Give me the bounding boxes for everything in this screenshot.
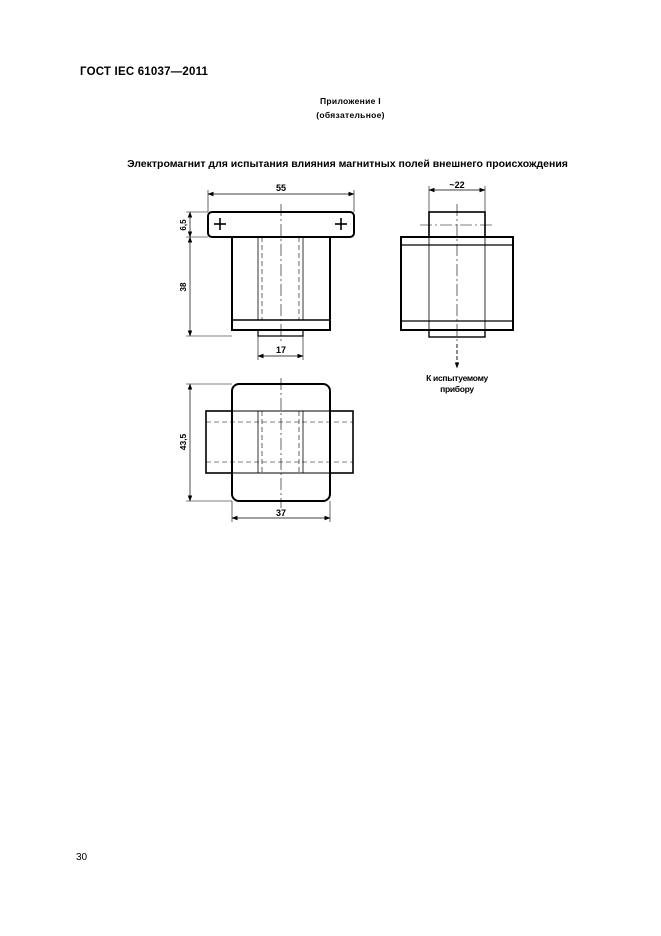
- dim-top-height: 43,5: [178, 433, 188, 451]
- plus-sign-left: [214, 218, 226, 230]
- front-view: [186, 190, 354, 360]
- dim-front-width: 55: [275, 183, 287, 193]
- dim-front-flange: 6,5: [179, 219, 188, 231]
- annex-status: (обязательное): [316, 110, 385, 120]
- document-header: ГОСТ IEC 61037—2011: [80, 66, 209, 78]
- figure-title: Электромагнит для испытания влияния магнитных полей внешнего происхождения: [127, 158, 568, 170]
- plus-sign-right: [335, 218, 347, 230]
- dim-front-core: 17: [275, 345, 287, 355]
- top-view: [186, 378, 353, 522]
- arrow-label-line2: прибору: [440, 384, 474, 394]
- annex-label: Приложение I: [320, 96, 381, 106]
- dim-front-height: 38: [179, 282, 188, 292]
- arrow-label-line1: К испытуемому: [426, 373, 488, 383]
- side-view: [401, 186, 513, 368]
- dim-top-width: 37: [275, 508, 287, 518]
- page-number: 30: [76, 852, 88, 863]
- dim-side-width: ~22: [449, 180, 465, 190]
